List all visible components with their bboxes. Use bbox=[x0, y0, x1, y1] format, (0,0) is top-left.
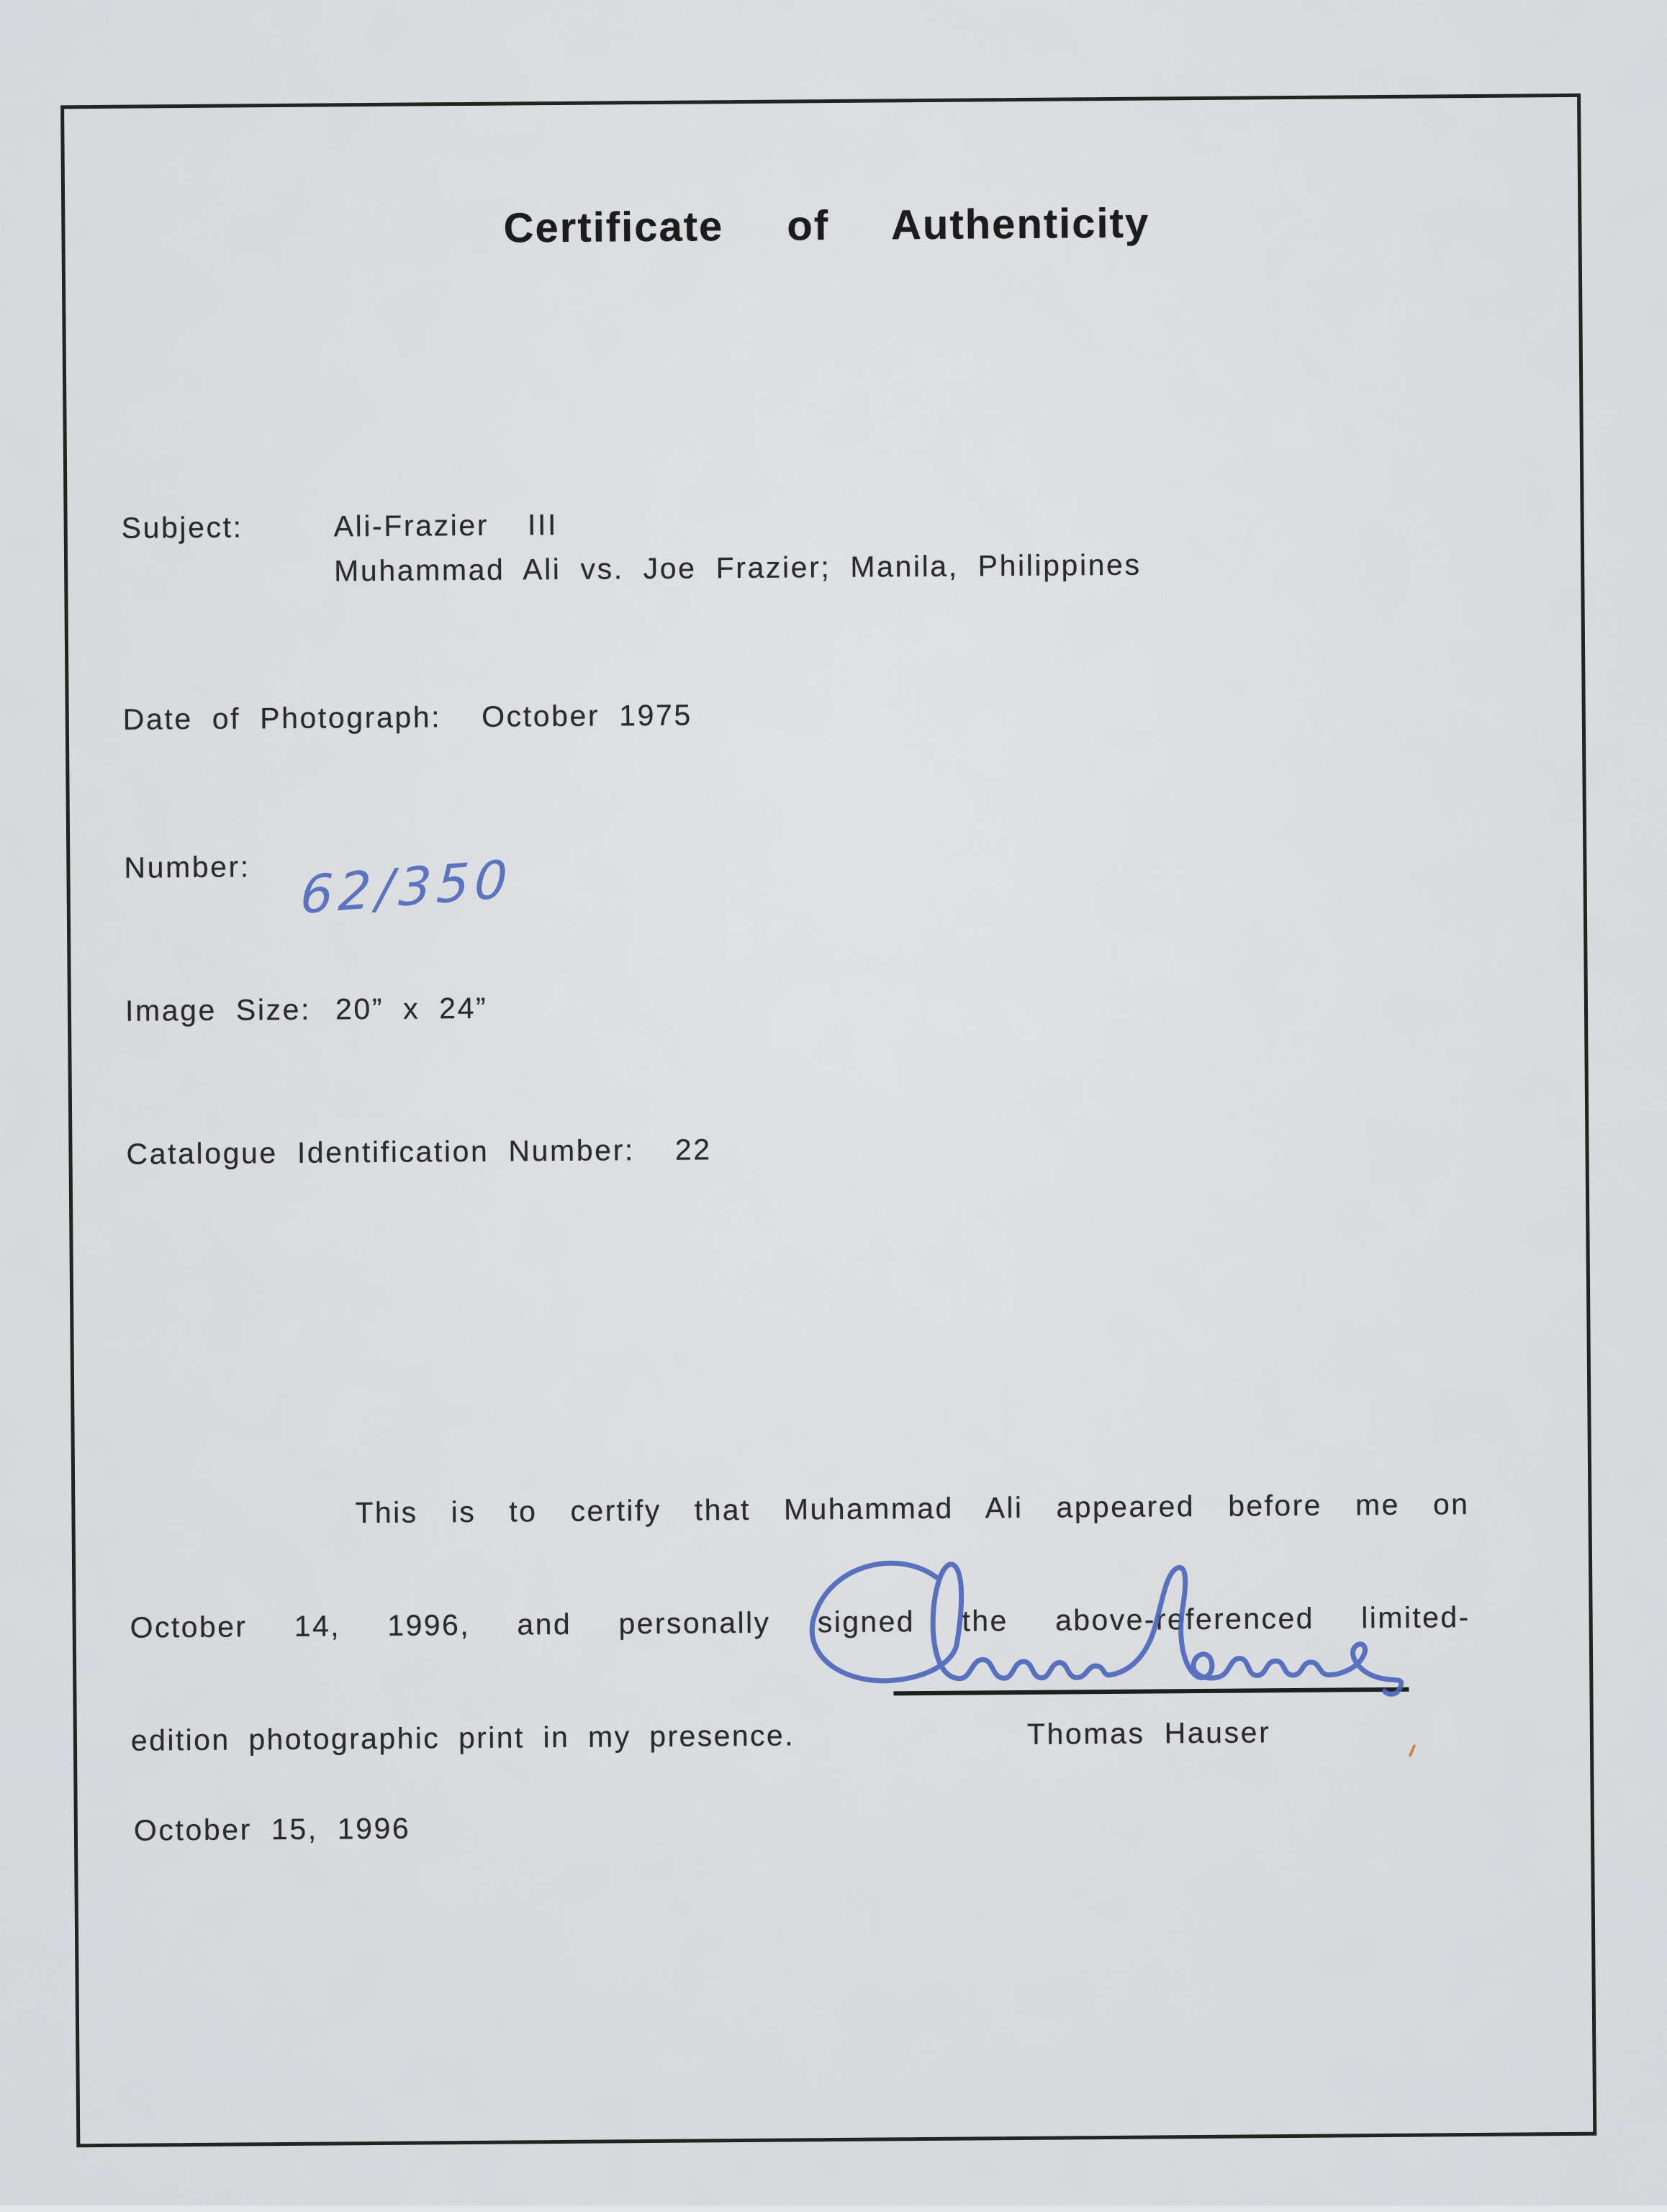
handwritten-edition-number bbox=[286, 819, 546, 951]
catalogue-id-row bbox=[126, 1135, 711, 1169]
date-of-photograph-value: October 1975 bbox=[481, 698, 692, 733]
image-size-row bbox=[125, 991, 488, 1028]
catalogue-id-value: 22 bbox=[674, 1133, 712, 1166]
image-size-value: 20” x 24” bbox=[335, 991, 488, 1026]
footer-date: October 15, 1996 bbox=[133, 1811, 411, 1847]
certificate-title: Certificate of Authenticity bbox=[503, 199, 1150, 252]
subject-value-line-1: Ali-Frazier III bbox=[333, 507, 559, 543]
signature-printed-name: Thomas Hauser bbox=[1026, 1715, 1271, 1751]
image-size-label: Image Size: bbox=[125, 992, 312, 1028]
signature-ink-stroke bbox=[812, 1559, 1401, 1699]
certification-line: This is to certify that Muhammad Ali appeared before me on bbox=[355, 1487, 1470, 1530]
certification-line: October 14, 1996, and personally signed the above-referenced limited- bbox=[130, 1600, 1471, 1644]
signature-script bbox=[785, 1540, 1419, 1710]
subject-value-line-2: Muhammad Ali vs. Joe Frazier; Manila, Philippines bbox=[333, 548, 1142, 588]
date-of-photograph-label: Date of Photograph: bbox=[122, 700, 442, 736]
date-of-photograph-row bbox=[122, 698, 692, 736]
handwritten-edition-number-text: 62/350 bbox=[299, 849, 514, 927]
certification-line: edition photographic print in my presence. bbox=[130, 1718, 795, 1757]
edition-number-label: Number: bbox=[124, 850, 251, 884]
catalogue-id-label: Catalogue Identification Number: bbox=[126, 1133, 636, 1171]
subject-label: Subject: bbox=[121, 510, 243, 545]
